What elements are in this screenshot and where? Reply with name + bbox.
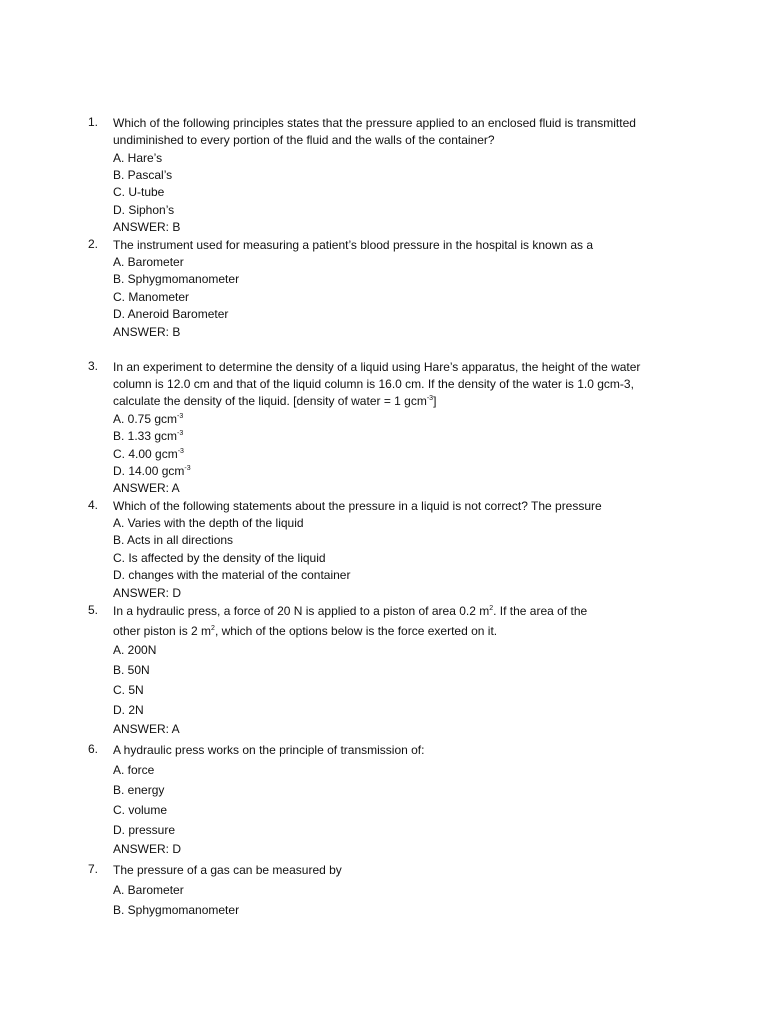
option-label: A. 0.75 gcm [113,412,178,426]
option: D. 2N [113,703,144,717]
question-number: 6. [88,742,99,756]
option: B. Sphygmomanometer [113,272,240,286]
option: A. force [113,763,155,777]
option: A. Varies with the depth of the liquid [113,516,304,530]
question-text: A hydraulic press works on the principle of transmission of: [113,743,425,757]
question-number: 7. [88,862,99,876]
answer: ANSWER: D [113,586,182,600]
text-part: . If the area of the [493,604,588,618]
option [113,463,191,480]
superscript: -3 [177,448,184,455]
option: D. pressure [113,823,176,837]
option: B. Pascal’s [113,168,173,182]
option: B. 50N [113,663,150,677]
superscript: -3 [177,430,184,437]
option-label: D. 14.00 gcm [113,464,185,478]
option: A. Barometer [113,883,184,897]
answer: ANSWER: A [113,481,180,495]
question-text-main: In an experiment to determine the density of a liquid using Hare’s apparatus, the height of the water column is 12.0 cm and that of the liquid column is 16.0 cm. If the density of the water is 1.0 gcm-3, calculate the density of the liquid. [density of water = 1 gcm [113,360,641,408]
option [113,446,184,463]
option-label: B. 1.33 gcm [113,429,178,443]
answer: ANSWER: A [113,722,180,736]
option: C. U-tube [113,185,165,199]
option: C. volume [113,803,168,817]
question-text: The pressure of a gas can be measured by [113,863,342,877]
option: B. energy [113,783,165,797]
question-number: 3. [88,359,99,373]
option: C. 5N [113,683,144,697]
superscript: 2 [211,625,215,632]
text-part: other piston is 2 m [113,624,212,638]
option: D. Aneroid Barometer [113,307,229,321]
question-text: The instrument used for measuring a patient’s blood pressure in the hospital is known as a [113,238,594,252]
option: D. Siphon’s [113,203,175,217]
answer: ANSWER: D [113,842,182,856]
text-part: , which of the options below is the force exerted on it. [214,624,498,638]
question-text: Which of the following principles states that the pressure applied to an enclosed fluid is transmitted undiminished to every portion of the fluid and the walls of the container? [113,116,636,147]
question-text [113,359,673,410]
answer: ANSWER: B [113,220,181,234]
question-text-line-1 [113,603,587,620]
option: C. Manometer [113,290,190,304]
option: A. Barometer [113,255,184,269]
question-number: 4. [88,498,99,512]
question-text-end: ] [433,394,437,408]
option: C. Is affected by the density of the liquid [113,551,326,565]
question-number: 1. [88,115,99,129]
superscript: -3 [426,395,434,402]
text-part: In a hydraulic press, a force of 20 N is applied to a piston of area 0.2 m [113,604,490,618]
option-label: C. 4.00 gcm [113,447,178,461]
question-text-line-2 [113,623,497,640]
option [113,428,183,445]
option: A. Hare’s [113,151,163,165]
option: B. Sphygmomanometer [113,903,240,917]
option: D. changes with the material of the container [113,568,351,582]
superscript: -3 [184,465,191,472]
answer: ANSWER: B [113,325,181,339]
question-number: 2. [88,237,99,251]
question-number: 5. [88,603,99,617]
superscript: 2 [489,605,494,612]
option [113,411,183,428]
superscript: -3 [177,413,184,420]
option: A. 200N [113,643,157,657]
question-text: Which of the following statements about the pressure in a liquid is not correct? The pressure [113,499,602,513]
option: B. Acts in all directions [113,533,234,547]
